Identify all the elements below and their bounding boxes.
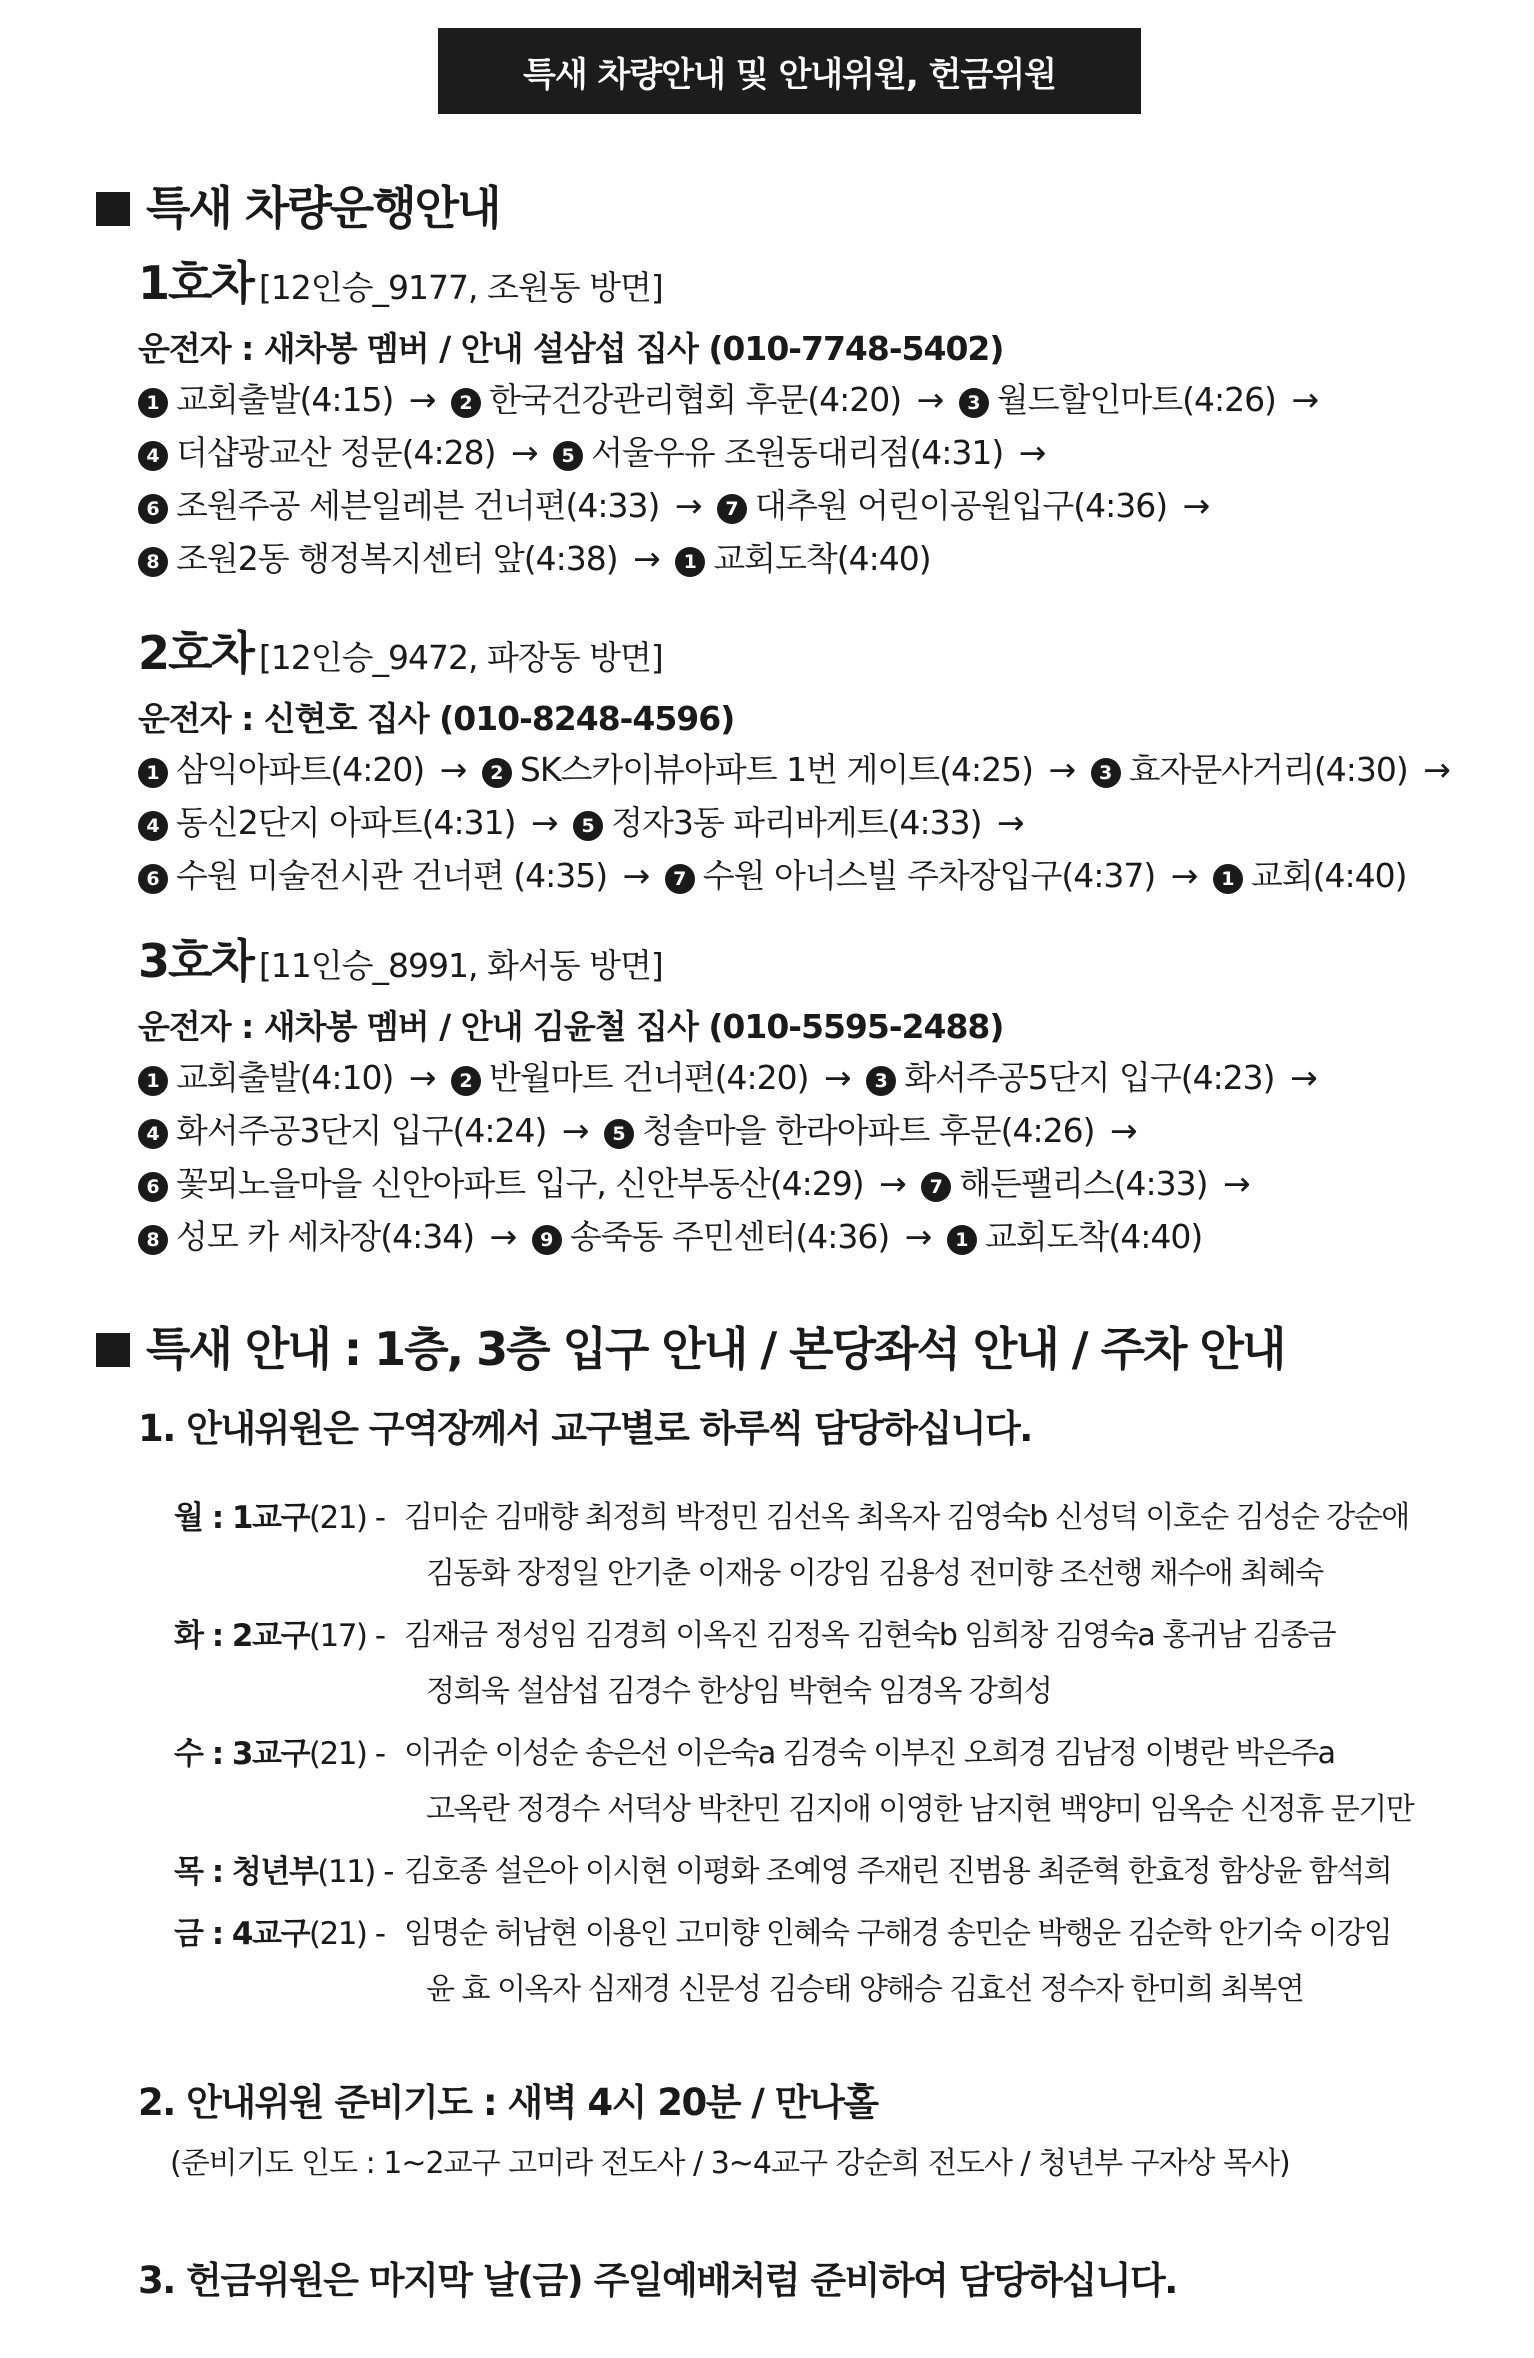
day-count: (21) - bbox=[308, 1736, 385, 1772]
route-stop bbox=[451, 1058, 809, 1097]
arrow-right-icon: → bbox=[1018, 433, 1046, 472]
vehicle-driver: 운전자 : 새차봉 멤버 / 안내 설삼섭 집사 (010-7748-5402) bbox=[138, 329, 1004, 368]
route-stop bbox=[138, 486, 659, 525]
stop-label: 월드할인마트(4:26) bbox=[996, 380, 1276, 419]
stop-number-badge: 8 bbox=[138, 547, 168, 577]
day-count: (21) - bbox=[308, 1916, 385, 1952]
stop-number-badge: 6 bbox=[138, 1172, 168, 1202]
vehicle-route bbox=[138, 743, 1468, 902]
day-row bbox=[174, 1608, 1474, 1720]
route-stop bbox=[604, 1111, 1095, 1150]
names-line: 이귀순 이성순 송은선 이은숙a 김경숙 이부진 오희경 김남정 이병란 박은주a bbox=[404, 1736, 1335, 1771]
arrow-right-icon: → bbox=[1048, 750, 1076, 789]
stop-number-badge: 4 bbox=[138, 811, 168, 841]
day-count: (21) - bbox=[308, 1500, 385, 1536]
stop-label: 교회도착(4:40) bbox=[713, 539, 931, 578]
route-stop bbox=[138, 1058, 393, 1097]
stop-number-badge: 3 bbox=[866, 1066, 896, 1096]
route-stop bbox=[138, 750, 424, 789]
route-stop bbox=[138, 803, 516, 842]
names-line: 김동화 장정일 안기춘 이재웅 이강임 김용성 전미향 조선행 채수애 최혜숙 bbox=[426, 1556, 1323, 1591]
stop-number-badge: 7 bbox=[665, 864, 695, 894]
route-stop bbox=[959, 380, 1276, 419]
day-row bbox=[174, 1490, 1474, 1602]
arrow-right-icon: → bbox=[997, 803, 1024, 842]
stop-label: 화서주공3단지 입구(4:24) bbox=[176, 1111, 547, 1150]
stop-number-badge: 3 bbox=[1091, 758, 1121, 788]
arrow-right-icon: → bbox=[531, 803, 558, 842]
stop-number-badge: 4 bbox=[138, 441, 168, 471]
route-stop bbox=[482, 750, 1033, 789]
vehicle-driver: 운전자 : 신현호 집사 (010-8248-4596) bbox=[138, 699, 735, 738]
arrow-right-icon: → bbox=[1223, 1164, 1250, 1203]
square-bullet-icon bbox=[96, 1333, 130, 1367]
vehicle-2 bbox=[138, 622, 1468, 902]
stop-label: 삼익아파트(4:20) bbox=[176, 750, 425, 789]
stop-number-badge: 9 bbox=[532, 1225, 562, 1255]
names-line: 정희욱 설삼섭 김경수 한상임 박현숙 임경옥 강희성 bbox=[426, 1674, 1052, 1709]
day-row bbox=[174, 1844, 1474, 1900]
arrow-right-icon: → bbox=[879, 1164, 906, 1203]
route-stop bbox=[573, 803, 981, 842]
arrow-right-icon: → bbox=[1423, 750, 1450, 789]
day-row bbox=[174, 1726, 1474, 1838]
guide-item-1: 1. 안내위원은 구역장께서 교구별로 하루씩 담당하십니다. bbox=[138, 1407, 1032, 1450]
arrow-right-icon: → bbox=[1110, 1111, 1137, 1150]
stop-number-badge: 1 bbox=[138, 758, 168, 788]
stop-number-badge: 5 bbox=[553, 441, 583, 471]
arrow-right-icon: → bbox=[916, 380, 944, 419]
stop-number-badge: 4 bbox=[138, 1119, 168, 1149]
day-label: 금 : 4교구 bbox=[174, 1916, 309, 1952]
stop-label: 수원 아너스빌 주차장입구(4:37) bbox=[702, 856, 1156, 895]
guide-item-2-note: (준비기도 인도 : 1~2교구 고미라 전도사 / 3~4교구 강순희 전도사 / 청년부 구자상 목사) bbox=[170, 2146, 1290, 2181]
stop-number-badge: 6 bbox=[138, 864, 168, 894]
stop-label: 한국건강관리협회 후문(4:20) bbox=[489, 380, 902, 419]
day-label: 화 : 2교구 bbox=[174, 1618, 309, 1654]
vehicle-info: [12인승_9177, 조원동 방면] bbox=[258, 268, 663, 307]
guide-item-2: 2. 안내위원 준비기도 : 새벽 4시 20분 / 만나홀 bbox=[138, 2081, 878, 2124]
guide-section-title: 특새 안내 : 1층, 3층 입구 안내 / 본당좌석 안내 / 주차 안내 bbox=[96, 1313, 1284, 1379]
day-label: 목 : 청년부 bbox=[174, 1854, 318, 1890]
route-stop bbox=[138, 380, 393, 419]
stop-number-badge: 2 bbox=[482, 758, 512, 788]
arrow-right-icon: → bbox=[1291, 380, 1319, 419]
arrow-right-icon: → bbox=[489, 1217, 517, 1256]
day-count: (11) - bbox=[317, 1854, 393, 1890]
route-stop bbox=[553, 433, 1003, 472]
route-stop bbox=[138, 856, 607, 895]
arrow-right-icon: → bbox=[1170, 856, 1198, 895]
guide-item-3: 3. 헌금위원은 마지막 날(금) 주일예배처럼 준비하여 담당하십니다. bbox=[138, 2259, 1177, 2302]
stop-label: 화서주공5단지 입구(4:23) bbox=[904, 1058, 1275, 1097]
vehicle-info: [12인승_9472, 파장동 방면] bbox=[258, 638, 663, 677]
arrow-right-icon: → bbox=[824, 1058, 851, 1097]
route-stop bbox=[138, 1164, 864, 1203]
stop-label: 대추원 어린이공원입구(4:36) bbox=[755, 486, 1168, 525]
arrow-right-icon: → bbox=[439, 750, 467, 789]
stop-number-badge: 7 bbox=[717, 494, 747, 524]
stop-number-badge: 8 bbox=[138, 1225, 168, 1255]
stop-number-badge: 2 bbox=[451, 1066, 481, 1096]
route-stop bbox=[138, 433, 496, 472]
vehicle-name: 2호차 bbox=[138, 626, 253, 680]
stop-number-badge: 1 bbox=[947, 1225, 977, 1255]
names-line: 윤 효 이옥자 심재경 신문성 김승태 양해승 김효선 정수자 한미희 최복연 bbox=[426, 1972, 1304, 2007]
route-stop bbox=[675, 539, 930, 578]
stop-number-badge: 1 bbox=[675, 547, 705, 577]
stop-number-badge: 2 bbox=[451, 388, 481, 418]
arrow-right-icon: → bbox=[674, 486, 702, 525]
stop-label: 성모 카 세차장(4:34) bbox=[176, 1217, 475, 1256]
stop-number-badge: 7 bbox=[921, 1172, 951, 1202]
route-stop bbox=[138, 1111, 546, 1150]
stop-number-badge: 1 bbox=[1213, 864, 1243, 894]
vehicle-3 bbox=[138, 930, 1468, 1263]
vehicle-1 bbox=[138, 252, 1468, 585]
vehicle-route bbox=[138, 1051, 1468, 1263]
square-bullet-icon bbox=[96, 192, 130, 226]
stop-label: 수원 미술전시관 건너편 (4:35) bbox=[176, 856, 608, 895]
route-stop bbox=[717, 486, 1167, 525]
arrow-right-icon: → bbox=[408, 380, 436, 419]
arrow-right-icon: → bbox=[622, 856, 650, 895]
stop-label: SK스카이뷰아파트 1번 게이트(4:25) bbox=[519, 750, 1033, 789]
route-stop bbox=[947, 1217, 1202, 1256]
route-stop bbox=[138, 539, 618, 578]
stop-number-badge: 5 bbox=[604, 1119, 634, 1149]
day-row bbox=[174, 1906, 1474, 2018]
stop-label: 정자3동 파리바게트(4:33) bbox=[611, 803, 982, 842]
header-banner: 특새 차량안내 및 안내위원, 헌금위원 bbox=[438, 28, 1141, 114]
stop-label: 꽃뫼노을마을 신안아파트 입구, 신안부동산(4:29) bbox=[176, 1164, 864, 1203]
day-label: 수 : 3교구 bbox=[174, 1736, 309, 1772]
arrow-right-icon: → bbox=[1290, 1058, 1317, 1097]
route-stop bbox=[921, 1164, 1207, 1203]
vehicle-driver: 운전자 : 새차봉 멤버 / 안내 김윤철 집사 (010-5595-2488) bbox=[138, 1007, 1004, 1046]
arrow-right-icon: → bbox=[1182, 486, 1210, 525]
stop-label: 청솔마을 한라아파트 후문(4:26) bbox=[642, 1111, 1095, 1150]
vehicle-info: [11인승_8991, 화서동 방면] bbox=[258, 946, 663, 985]
stop-label: 교회출발(4:10) bbox=[176, 1058, 394, 1097]
names-line: 김재금 정성임 김경희 이옥진 김정옥 김현숙b 임희창 김영숙a 홍귀남 김종금 bbox=[404, 1618, 1336, 1653]
stop-number-badge: 3 bbox=[959, 388, 989, 418]
day-count: (17) - bbox=[308, 1618, 385, 1654]
stop-label: 교회도착(4:40) bbox=[984, 1217, 1203, 1256]
stop-label: 효자문사거리(4:30) bbox=[1128, 750, 1408, 789]
stop-label: 더샵광교산 정문(4:28) bbox=[176, 433, 496, 472]
route-stop bbox=[665, 856, 1156, 895]
stop-label: 서울우유 조원동대리점(4:31) bbox=[591, 433, 1004, 472]
route-stop bbox=[866, 1058, 1274, 1097]
stop-number-badge: 6 bbox=[138, 494, 168, 524]
stop-label: 해든팰리스(4:33) bbox=[959, 1164, 1208, 1203]
route-stop bbox=[1213, 856, 1407, 895]
route-stop bbox=[138, 1217, 474, 1256]
route-stop bbox=[451, 380, 901, 419]
arrow-right-icon: → bbox=[633, 539, 660, 578]
arrow-right-icon: → bbox=[511, 433, 538, 472]
route-stop bbox=[532, 1217, 890, 1256]
vehicle-name: 3호차 bbox=[138, 934, 253, 988]
names-line: 고옥란 정경수 서덕상 박찬민 김지애 이영한 남지현 백양미 임옥순 신정휴 문기만 bbox=[426, 1792, 1414, 1827]
names-line: 김미순 김매향 최정희 박정민 김선옥 최옥자 김영숙b 신성덕 이호순 김성순 강순애 bbox=[404, 1500, 1409, 1535]
stop-label: 조원2동 행정복지센터 앞(4:38) bbox=[176, 539, 618, 578]
arrow-right-icon: → bbox=[561, 1111, 589, 1150]
route-stop bbox=[1091, 750, 1408, 789]
stop-label: 동신2단지 아파트(4:31) bbox=[176, 803, 516, 842]
stop-label: 교회출발(4:15) bbox=[176, 380, 394, 419]
day-schedule bbox=[174, 1490, 1474, 2024]
arrow-right-icon: → bbox=[408, 1058, 436, 1097]
vehicle-route bbox=[138, 373, 1468, 585]
stop-label: 조원주공 세븐일레븐 건너편(4:33) bbox=[176, 486, 660, 525]
day-label: 월 : 1교구 bbox=[174, 1500, 309, 1536]
stop-label: 교회(4:40) bbox=[1250, 856, 1407, 895]
arrow-right-icon: → bbox=[904, 1217, 932, 1256]
vehicle-name: 1호차 bbox=[138, 256, 253, 310]
stop-number-badge: 5 bbox=[573, 811, 603, 841]
vehicle-section-title: 특새 차량운행안내 bbox=[96, 172, 500, 238]
stop-label: 반월마트 건너편(4:20) bbox=[489, 1058, 809, 1097]
stop-number-badge: 1 bbox=[138, 388, 168, 418]
stop-label: 송죽동 주민센터(4:36) bbox=[569, 1217, 890, 1256]
names-line: 임명순 허남현 이용인 고미향 인혜숙 구해경 송민순 박행운 김순학 안기숙 이강임 bbox=[404, 1916, 1392, 1951]
stop-number-badge: 1 bbox=[138, 1066, 168, 1096]
names-line: 김호종 설은아 이시현 이평화 조예영 주재린 진범용 최준혁 한효정 함상윤 함석희 bbox=[404, 1854, 1392, 1889]
